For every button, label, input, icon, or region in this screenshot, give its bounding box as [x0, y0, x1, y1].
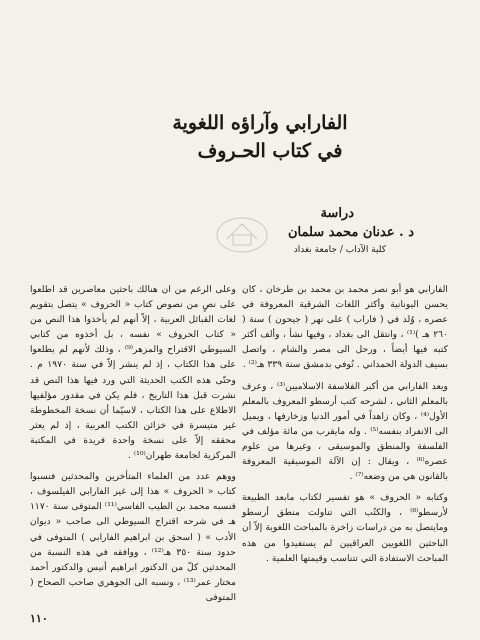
article-title-line-1: الفارابي وآراؤه اللغوية [172, 112, 348, 134]
page-number: ١١٠ [30, 612, 48, 625]
author-byline [154, 206, 414, 255]
right-text-column [242, 282, 448, 566]
paragraph: وعلى الرغم من ان هنالك باحثين معاصرين قد اطلعوا على نصٍ من نصوص كتاب « الحروف » يتصل بتقويم لغات القبائل العربية ، إلاّ أنهم لم يأخذوا هذا النص من « كتاب الحروف » نفسه ، بل أخذوه من كتابي السيوطي الاقتراح والمزهر⁽⁹⁾ ، وذلك لأنهم لم يطلعوا على هذا الكتاب ، إذ لم ينشر إلاّ في سنة ١٩٧٠ م . وحتّى هذه الكتب الحديثة التي ورد فيها هذا النص قد نشرت قبل هذا التاريخ ، فلم يكن في مقدور مؤلفيها الاطلاع على هذا الكتاب ، لاسيّما أن نسخة المخطوطة غير متيسرة في خزائن الكتب العربية ، إذ لم يعثر محققه إلاّ على نسخة واحدة فريدة في المكتبة المركزية لجامعة طهران⁽¹⁰⁾ . [30, 284, 237, 462]
left-text-column [30, 282, 236, 605]
paragraph: الفارابي هو أبو نصر محمد بن محمد بن طرخان ، كان يحسن اليونانية وأكثر اللغات الشرقية المعروفة في عصره ، وُلد في ( فاراب ) على نهر ( جيحون ) سنة ( ٢٦٠ هـ )⁽¹⁾ ، وانتقل الى بغداد ، وفيها نشأ ، وألف أكثر كتبه فيها أيضاً ، ورحل الى مصر والشام ، واتصل بسيف الدولة الحمداني . تُوفي بدمشق سنة ٣٣٩ هـ⁽²⁾ . [242, 284, 448, 371]
paragraph: ويعد الفارابي من أكبر الفلاسفة الاسلاميين⁽³⁾ ، وعرف بالمعلم الثاني ، لشرحه كتب أرسطو المعروف بالمعلم الأول⁽⁴⁾ ، وكان زاهداً في أمور الدنيا وزخارفها ، ويميل الى الانفراد بنفسه⁽⁵⁾ . وله مايقرب من مائة مؤلف في الفلسفة والمنطق والموسيقى ، وغيرها من علوم عصره⁽⁶⁾ ، ويقال : إن الآلة الموسيقية المعروفة بالقانون هي من وضعه⁽⁷⁾ . [242, 380, 448, 483]
author-name: د . عدنان محمد سلمان [287, 225, 414, 240]
paragraph: وكتابه « الحروف » هو تفسير لكتاب مابعد الطبيعة لأرسطو⁽⁸⁾ ، والكتُب التي تناولت منطق أرسطو ومايتصل به من دراسات زاخرة بالمباحث اللغوية إلاّ أن الباحثين اللغويين العراقيين لم يستفيدوا من هذه المباحث الاستفادة التي تتناسب وقيمتها العلمية . [242, 492, 448, 564]
article-title-line-2: في كتاب الحـروف [197, 140, 343, 162]
author-affiliation: كلية الآداب / جامعة بغداد [293, 245, 386, 255]
paragraph: ووهم عدد من العلماء المتأخرين والمحدثين فنسبوا كتاب « الحروف » هذا إلى غير الفارابي الفيلسوف ، فنسبه محمد بن الطيب الفاسي⁽¹¹⁾ المتوفى سنة ١١٧٠ هـ في شرحه اقتراح السيوطي الى صاحب « ديوان الأدب » ( اسحق بن ابراهيم الفارابي ) المتوفى في حدود سنة ٣٥٠ هـ⁽¹²⁾ ، ووافقه في هذه النسبة من المحدثين كلّ من الدكتور ابراهيم أنيس والدكتور أحمد مختار عمر⁽¹³⁾ ، ونسبه الى الجوهري صاحب الصحاح ( المتوفى [30, 471, 236, 603]
study-label: دراسة [320, 206, 354, 221]
